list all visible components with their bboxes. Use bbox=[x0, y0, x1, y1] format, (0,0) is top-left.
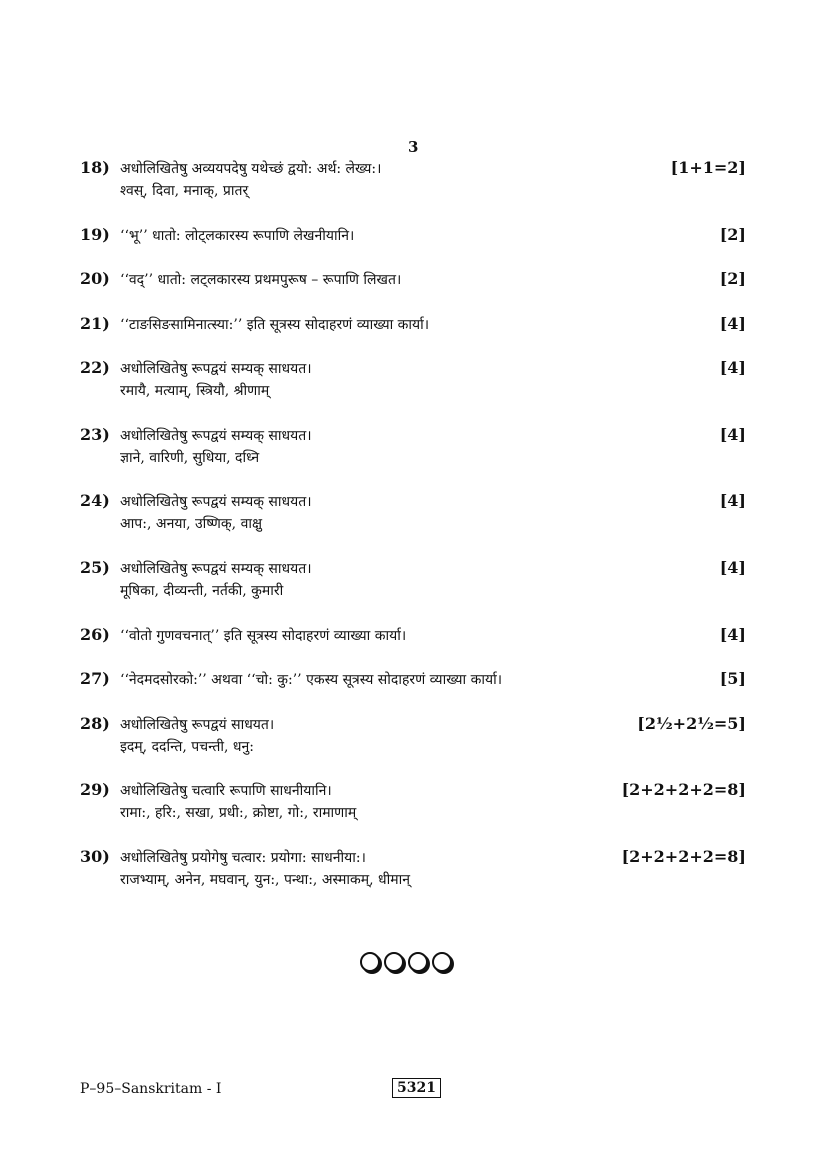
question-number: 30) bbox=[80, 847, 110, 866]
question-number: 28) bbox=[80, 714, 110, 733]
question-marks: [5] bbox=[719, 669, 746, 688]
question-marks: [2] bbox=[719, 269, 746, 288]
serial-number-box: 5321 bbox=[392, 1078, 441, 1098]
circle-icon bbox=[360, 952, 380, 972]
question-words: ज्ञाने, वारिणी, सुधिया, दध्नि bbox=[120, 450, 260, 466]
question-number: 18) bbox=[80, 158, 110, 177]
question-marks: [4] bbox=[719, 358, 746, 377]
circle-icon bbox=[432, 952, 452, 972]
question-text: अधोलिखितेषु रूपद्वयं साधयत। bbox=[120, 717, 275, 733]
question-text: अधोलिखितेषु रूपद्वयं सम्यक् साधयत। bbox=[120, 561, 312, 577]
question-text: ‘‘वद्’’ धातो: लट्लकारस्य प्रथमपुरूष – रूपाणि लिखत। bbox=[120, 272, 402, 288]
question-text: ‘‘भू’’ धातो: लोट्लकारस्य रूपाणि लेखनीयानि। bbox=[120, 228, 355, 244]
end-ornament bbox=[360, 952, 452, 972]
question-words: राजभ्याम्, अनेन, मघवान्, युन:, पन्था:, अस्माकम्, धीमान् bbox=[120, 872, 410, 888]
question-words: श्वस्, दिवा, मनाक्, प्रातर् bbox=[120, 183, 249, 199]
page-number: 3 bbox=[408, 138, 419, 156]
question-item bbox=[80, 780, 746, 824]
question-item bbox=[80, 669, 746, 691]
question-text: ‘‘वोतो गुणवचनात्’’ इति सूत्रस्य सोदाहरणं व्याख्या कार्या। bbox=[120, 628, 407, 644]
question-number: 25) bbox=[80, 558, 110, 577]
question-text: ‘‘नेदमदसोरको:’’ अथवा ‘‘चो: कु:’’ एकस्य सूत्रस्य सोदाहरणं व्याख्या कार्या। bbox=[120, 672, 503, 688]
question-words: इदम्, ददन्ति, पचन्ती, धनु: bbox=[120, 739, 255, 755]
question-item bbox=[80, 158, 746, 202]
question-item bbox=[80, 625, 746, 647]
question-marks: [2] bbox=[719, 225, 746, 244]
question-item bbox=[80, 491, 746, 535]
question-words: आप:, अनया, उष्णिक्, वाक्षु bbox=[120, 516, 263, 532]
question-text: अधोलिखितेषु रूपद्वयं सम्यक् साधयत। bbox=[120, 428, 312, 444]
question-text: ‘‘टाङसिङसामिनात्स्या:’’ इति सूत्रस्य सोदाहरणं व्याख्या कार्या। bbox=[120, 317, 430, 333]
question-item bbox=[80, 558, 746, 602]
paper-code: P–95–Sanskritam - I bbox=[80, 1081, 222, 1097]
question-words: रामा:, हरि:, सखा, प्रधी:, क्रोष्टा, गो:, रामाणाम् bbox=[120, 805, 357, 821]
question-number: 21) bbox=[80, 314, 110, 333]
question-number: 20) bbox=[80, 269, 110, 288]
circle-icon bbox=[384, 952, 404, 972]
question-item bbox=[80, 714, 746, 758]
question-marks: [2½+2½=5] bbox=[637, 714, 746, 733]
question-text: अधोलिखितेषु प्रयोगेषु चत्वार: प्रयोगा: साधनीया:। bbox=[120, 850, 366, 866]
question-item bbox=[80, 358, 746, 402]
question-marks: [4] bbox=[719, 314, 746, 333]
question-text: अधोलिखितेषु अव्ययपदेषु यथेच्छं द्वयो: अर्थ: लेख्य:। bbox=[120, 161, 382, 177]
question-marks: [4] bbox=[719, 491, 746, 510]
question-number: 23) bbox=[80, 425, 110, 444]
question-number: 29) bbox=[80, 780, 110, 799]
question-marks: [2+2+2+2=8] bbox=[621, 780, 746, 799]
question-number: 22) bbox=[80, 358, 110, 377]
question-marks: [2+2+2+2=8] bbox=[621, 847, 746, 866]
question-marks: [4] bbox=[719, 558, 746, 577]
question-text: अधोलिखितेषु चत्वारि रूपाणि साधनीयानि। bbox=[120, 783, 332, 799]
question-number: 19) bbox=[80, 225, 110, 244]
circle-icon bbox=[408, 952, 428, 972]
question-item bbox=[80, 847, 746, 891]
question-number: 26) bbox=[80, 625, 110, 644]
question-text: अधोलिखितेषु रूपद्वयं सम्यक् साधयत। bbox=[120, 494, 312, 510]
question-marks: [4] bbox=[719, 425, 746, 444]
question-number: 27) bbox=[80, 669, 110, 688]
question-marks: [1+1=2] bbox=[670, 158, 746, 177]
question-number: 24) bbox=[80, 491, 110, 510]
question-words: मूषिका, दीव्यन्ती, नर्तकी, कुमारी bbox=[120, 583, 284, 599]
question-text: अधोलिखितेषु रूपद्वयं सम्यक् साधयत। bbox=[120, 361, 312, 377]
question-words: रमायै, मत्याम्, स्त्रियौ, श्रीणाम् bbox=[120, 383, 270, 399]
question-item bbox=[80, 425, 746, 469]
question-item bbox=[80, 225, 746, 247]
question-marks: [4] bbox=[719, 625, 746, 644]
question-item bbox=[80, 269, 746, 291]
question-item bbox=[80, 314, 746, 336]
